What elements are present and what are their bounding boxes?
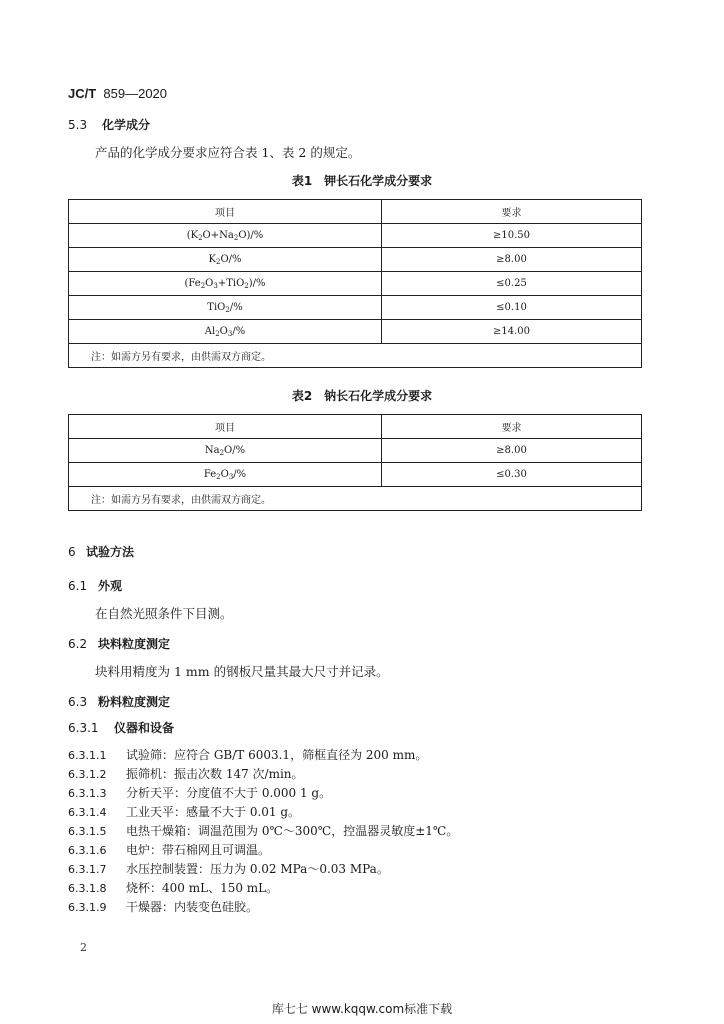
section-title: 块料粒度测定 [98, 637, 171, 651]
item-cell: TiO$_2$/% [69, 296, 382, 320]
section-6-1-text: 在自然光照条件下目测。 [95, 606, 233, 621]
item-number: 6.3.1.4 [68, 806, 107, 819]
item-cell: $(K_2O+Na_2O)/\%$ [69, 224, 382, 248]
list-item [68, 841, 270, 858]
section-6-3-heading [68, 691, 170, 710]
item-number: 6.3.1.6 [68, 844, 107, 857]
item-text: 振筛机：振击次数 147 次/min。 [126, 767, 304, 781]
item-number: 6.3.1.3 [68, 787, 107, 800]
col-requirement-header: 要求 [382, 200, 642, 224]
item-text: 电热干燥箱：调温范围为 0℃～300℃，控温器灵敏度±1℃。 [126, 824, 459, 838]
section-number: 6.1 [68, 579, 88, 593]
list-item [68, 784, 331, 801]
item-text: 工业天平：感量不大于 0.01 g。 [126, 805, 301, 819]
requirement-cell: ≤0.10 [382, 296, 642, 320]
section-number: 6 [68, 545, 76, 559]
footer-watermark-link[interactable]: 库七七 www.kqqw.com标准下载 [271, 1002, 453, 1016]
standard-number: 859—2020 [103, 86, 168, 101]
item-cell: $Al_2O_3/\%$ [69, 320, 382, 344]
list-item [68, 898, 258, 915]
item-text: 烧杯：400 mL、150 mL。 [126, 881, 279, 895]
section-number: 6.3.1 [68, 721, 99, 735]
section-6-1-heading [68, 575, 122, 594]
table-row [69, 248, 642, 272]
requirement-cell: ≤0.30 [382, 463, 642, 487]
table1 [68, 199, 642, 368]
table-header-row [69, 415, 642, 439]
section-6-3-1-heading [68, 717, 174, 736]
item-number: 6.3.1.2 [68, 768, 107, 781]
list-item [68, 822, 458, 839]
item-number: 6.3.1.9 [68, 901, 107, 914]
table-row [69, 320, 642, 344]
table-row [69, 272, 642, 296]
table2 [68, 414, 642, 511]
section-title: 仪器和设备 [114, 721, 175, 735]
item-number: 6.3.1.7 [68, 863, 107, 876]
item-text: 试验筛：应符合 GB/T 6003.1，筛框直径为 200 mm。 [126, 748, 428, 762]
list-item [68, 746, 427, 763]
list-item [68, 860, 389, 877]
list-item [68, 879, 278, 896]
table-note-row [69, 344, 642, 368]
item-text: 水压控制装置：压力为 0.02 MPa～0.03 MPa。 [126, 862, 389, 876]
col-requirement-header: 要求 [382, 415, 642, 439]
section-number: 6.3 [68, 695, 88, 709]
section-title: 外观 [98, 579, 123, 593]
page-number: 2 [80, 941, 87, 954]
table-row [69, 439, 642, 463]
table-row [69, 224, 642, 248]
item-cell: $Fe_2O_3/\%$ [69, 463, 382, 487]
item-cell: $K_2O/\%$ [69, 248, 382, 272]
list-item [68, 803, 300, 820]
standard-prefix: JC/T [68, 86, 97, 101]
item-cell: $Na_2O/\%$ [69, 439, 382, 463]
table-row [69, 463, 642, 487]
table-header-row [69, 200, 642, 224]
table-note: 注：如需方另有要求，由供需双方商定。 [69, 487, 642, 511]
requirement-cell: ≥8.00 [382, 439, 642, 463]
requirement-cell: ≥8.00 [382, 248, 642, 272]
item-number: 6.3.1.5 [68, 825, 107, 838]
list-item [68, 765, 304, 782]
item-number: 6.3.1.1 [68, 749, 107, 762]
section-title: 化学成分 [102, 118, 151, 132]
table-row [69, 296, 642, 320]
table-note-row [69, 487, 642, 511]
section-number: 6.2 [68, 637, 88, 651]
requirement-cell: ≥10.50 [382, 224, 642, 248]
col-item-header: 项目 [69, 415, 382, 439]
section-number: 5.3 [68, 118, 88, 132]
table-note: 注：如需方另有要求，由供需双方商定。 [69, 344, 642, 368]
requirement-cell: ≤0.25 [382, 272, 642, 296]
section-6-2-text: 块料用精度为 1 mm 的钢板尺量其最大尺寸并记录。 [95, 664, 389, 679]
section-title: 粉料粒度测定 [98, 695, 171, 709]
item-text: 分析天平：分度值不大于 0.000 1 g。 [126, 786, 332, 800]
item-number: 6.3.1.8 [68, 882, 107, 895]
section-5-3-text: 产品的化学成分要求应符合表 1、表 2 的规定。 [95, 145, 361, 160]
standard-code [68, 86, 167, 101]
item-cell: $(Fe_2O_3+TiO_2)/\%$ [69, 272, 382, 296]
item-text: 电炉：带石棉网且可调温。 [126, 843, 271, 857]
requirement-cell: ≥14.00 [382, 320, 642, 344]
section-6-heading [68, 541, 134, 560]
table2-caption: 表2 钠长石化学成分要求 [291, 389, 433, 403]
item-text: 干燥器：内装变色硅胶。 [126, 900, 259, 914]
table1-caption: 表1 钾长石化学成分要求 [291, 174, 433, 188]
col-item-header: 项目 [69, 200, 382, 224]
section-title: 试验方法 [86, 545, 135, 559]
section-6-2-heading [68, 633, 170, 652]
section-5-3-heading [68, 114, 150, 133]
